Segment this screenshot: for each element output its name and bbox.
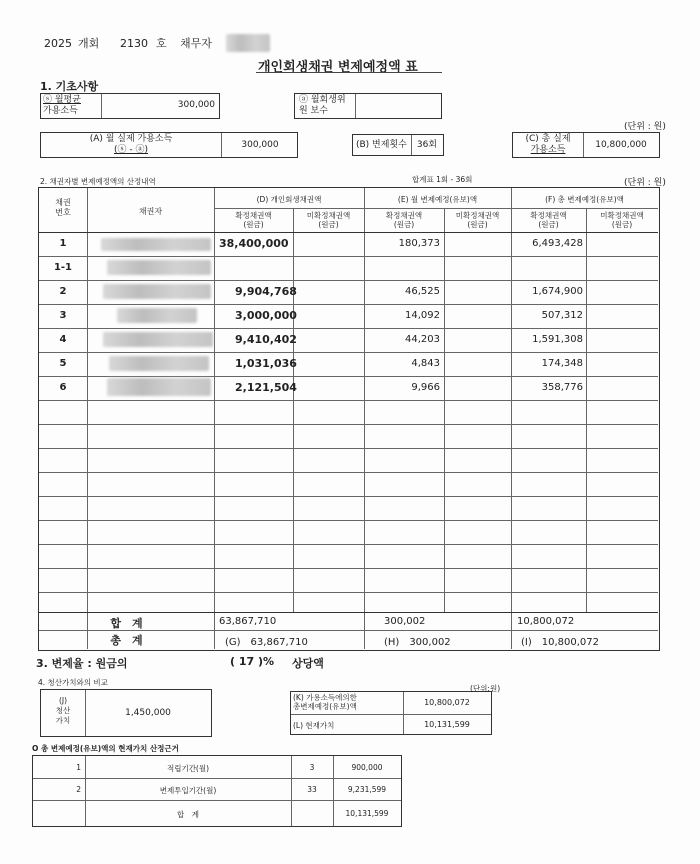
pv-row-months: 3	[309, 763, 315, 772]
row-f-fixed: 1,674,900	[532, 286, 583, 297]
subheader-e-fixed: 확정채권액 (원금)	[385, 211, 423, 230]
case-number-label: 호	[156, 37, 167, 50]
c-total-available-box: (C) 총 실제 가용소득 10,800,000	[512, 132, 660, 158]
l-label: (L) 현재가치	[293, 721, 335, 730]
row-no: 6	[59, 382, 67, 393]
section1-title: 1. 기초사항	[40, 80, 99, 93]
row-f-fixed: 174,348	[541, 358, 583, 369]
col-header-creditor: 채권자	[138, 207, 163, 216]
pv-row-no: 1	[76, 763, 81, 772]
col-header-e: (E) 월 변제예정(유보)액	[397, 195, 478, 204]
col-header-f: (F) 총 변제예정(유보)액	[545, 195, 624, 204]
creditor-name-redacted	[109, 356, 209, 371]
section4-title: 4. 청산가치와의 비교	[38, 678, 108, 687]
section4-unit: (단위:원)	[470, 684, 501, 693]
pv-row-label: 적립기간(월)	[166, 764, 210, 773]
creditor-name-redacted	[107, 378, 211, 396]
monthly-income-label: ⓢ 월평균	[43, 95, 81, 105]
row-f-fixed: 1,591,308	[532, 334, 583, 345]
row-f-fixed: 6,493,428	[532, 238, 583, 249]
row-e-fixed: 14,092	[405, 310, 440, 321]
creditor-name-redacted	[103, 332, 213, 347]
repay-rate-value: ( 17 )%	[230, 655, 275, 668]
creditor-table	[38, 187, 660, 651]
j-value: 1,450,000	[125, 708, 171, 718]
monthly-income-box: ⓢ 월평균 가용소득 300,000	[40, 93, 220, 119]
liquidation-value-box	[40, 689, 212, 737]
row-no: 1	[59, 238, 67, 249]
pv-row-months: 33	[307, 785, 317, 794]
trustee-fee-box: ⓐ 월회생위 원 보수	[294, 93, 442, 119]
b-repay-count-box	[352, 134, 444, 156]
title-underline	[256, 72, 442, 73]
present-value-box	[290, 691, 492, 735]
total-label: 총 계	[110, 634, 143, 647]
creditor-name-redacted	[107, 260, 211, 275]
case-year-label: 개회	[78, 37, 100, 50]
sum-f: 10,800,072	[517, 616, 575, 627]
total-i: (I) 10,800,072	[521, 637, 600, 648]
case-number: 2130	[120, 37, 148, 50]
repay-rate-label: 3. 변제율 : 원금의	[36, 657, 128, 670]
case-year: 2025	[44, 37, 72, 50]
creditor-name-redacted	[103, 284, 211, 299]
subheader-d-fixed: 확정채권액 (원금)	[235, 211, 272, 230]
k-value: 10,800,072	[424, 698, 470, 707]
pv-row-label: 변제투입기간(월)	[159, 786, 217, 795]
col-header-no: 채권 번호	[55, 198, 71, 218]
total-g: (G) 63,867,710	[225, 637, 308, 648]
sum-e: 300,002	[384, 616, 426, 627]
row-e-fixed: 9,966	[411, 382, 440, 393]
trustee-fee-label: ⓐ 월회생위	[299, 95, 346, 105]
repay-rate-suffix: 상당액	[292, 657, 324, 670]
row-d-fixed: 2,121,504	[235, 381, 297, 394]
row-d-fixed: 9,410,402	[235, 333, 297, 346]
subheader-e-unfixed: 미확정채권액 (원금)	[455, 211, 500, 230]
row-e-fixed: 44,203	[405, 334, 440, 345]
creditor-name-redacted	[101, 238, 211, 251]
total-h: (H) 300,002	[384, 637, 451, 648]
pv-row-value: 900,000	[351, 763, 383, 772]
row-e-fixed: 4,843	[411, 358, 440, 369]
section2-period: 합계표 1회 - 36회	[412, 175, 473, 184]
row-f-fixed: 507,312	[541, 310, 583, 321]
row-d-fixed: 9,904,768	[235, 285, 297, 298]
row-no: 1-1	[53, 262, 73, 273]
sum-d: 63,867,710	[219, 616, 277, 627]
b-value: 36회	[416, 140, 438, 150]
row-d-fixed: 3,000,000	[235, 309, 297, 322]
pv-total-value: 10,131,599	[345, 809, 389, 818]
page-title: 개인회생채권 변제예정액 표	[258, 60, 418, 75]
section1-unit: (단위 : 원)	[624, 122, 666, 132]
c-value: 10,800,000	[595, 140, 647, 150]
row-no: 2	[59, 286, 67, 297]
creditor-name-redacted	[117, 308, 197, 323]
b-label: (B) 변제횟수	[356, 140, 407, 150]
sum-label: 합 계	[110, 617, 143, 630]
row-f-fixed: 358,776	[541, 382, 583, 393]
row-d-fixed: 1,031,036	[235, 357, 297, 370]
j-label: (J) 청산 가치	[55, 696, 71, 726]
pv-title: O 총 변제예정(유보)액의 현재가치 산정근거	[32, 744, 179, 753]
k-label: (K) 가용소득에의한 총변제예정(유보)액	[293, 693, 357, 712]
col-header-d: (D) 개인회생채권액	[256, 195, 322, 204]
pv-row-value: 9,231,599	[347, 785, 387, 794]
section2-unit: (단위 : 원)	[624, 178, 666, 188]
row-no: 3	[59, 310, 67, 321]
row-e-fixed: 180,373	[398, 238, 440, 249]
row-no: 5	[59, 358, 67, 369]
l-value: 10,131,599	[424, 720, 470, 729]
a-label: (A) 월 실제 가용소득	[89, 134, 173, 144]
c-label: (C) 총 실제	[525, 134, 571, 144]
row-d-fixed: 38,400,000	[219, 237, 289, 250]
debtor-name-redacted	[226, 34, 270, 52]
subheader-f-fixed: 확정채권액 (원금)	[530, 211, 567, 230]
monthly-income-value: 300,000	[177, 100, 215, 110]
subheader-d-unfixed: 미확정채권액 (원금)	[306, 211, 351, 230]
a-value: 300,000	[241, 140, 279, 150]
section2-title: 2. 채권자별 변제예정액의 산정내역	[40, 177, 156, 186]
debtor-label: 채무자	[180, 37, 212, 50]
row-e-fixed: 46,525	[405, 286, 440, 297]
a-monthly-available-box: (A) 월 실제 가용소득 (ⓢ - ⓐ) 300,000	[40, 132, 298, 158]
pv-total-label: 합 계	[177, 810, 199, 819]
pv-table	[32, 755, 402, 827]
pv-row-no: 2	[76, 785, 81, 794]
subheader-f-unfixed: 미확정채권액 (원금)	[600, 211, 644, 230]
row-no: 4	[59, 334, 67, 345]
